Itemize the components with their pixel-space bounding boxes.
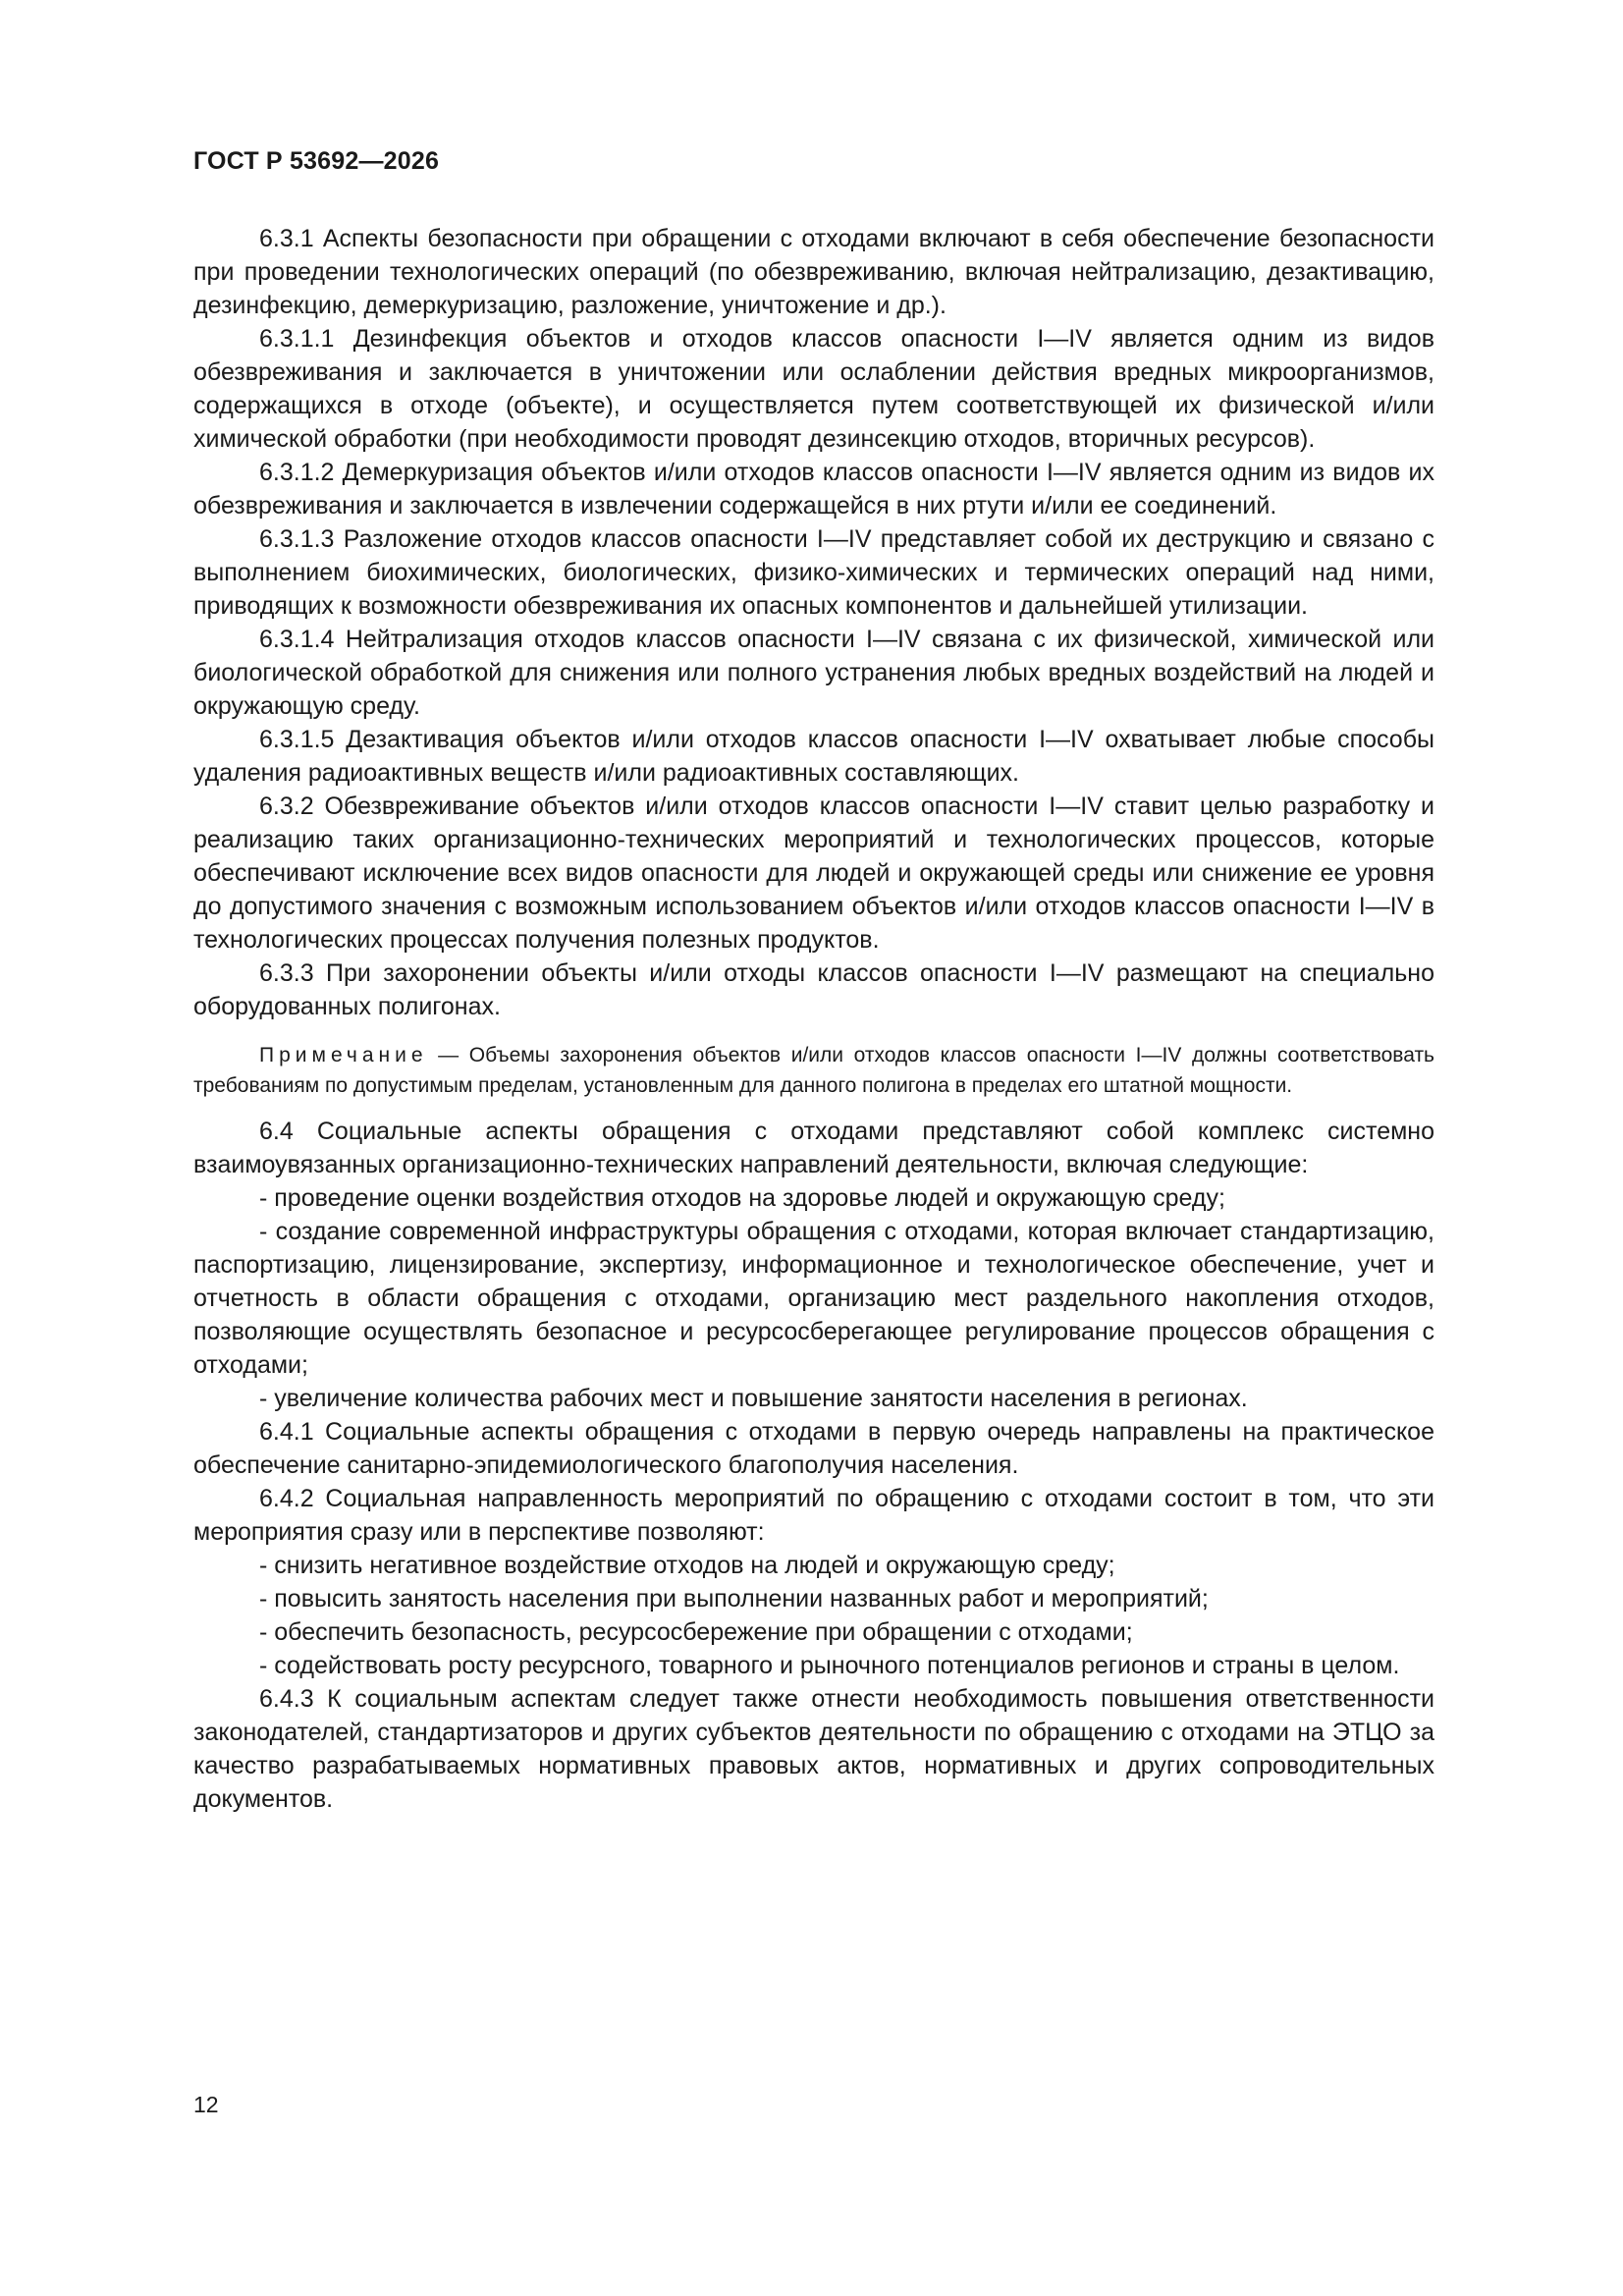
note: [193, 1040, 1434, 1101]
document-body: [193, 222, 1434, 1816]
paragraph-6-3-2: 6.3.2 Обезвреживание объектов и/или отходов классов опасности I—IV ставит целью разработку и реализацию таких организационно-технических мероприятий и технологических процессов, которые обеспечивают исключение всех видов опасности для людей и окружающей среды или снижение ее уровня до допустимого значения с возможным использованием объектов и/или отходов классов опасности I—IV в технологических процессах получения полезных продуктов.: [193, 793, 1434, 954]
paragraph-6-3-1-2: 6.3.1.2 Демеркуризация объектов и/или отходов классов опасности I—IV является одним из видов их обезвреживания и заключается в извлечении содержащейся в них ртути и/или ее соединений.: [193, 459, 1434, 519]
list-item: - проведение оценки воздействия отходов на здоровье людей и окружающую среду;: [259, 1184, 1225, 1212]
paragraph-6-3-1-3: 6.3.1.3 Разложение отходов классов опасности I—IV представляет собой их деструкцию и связано с выполнением биохимических, биологических, физико-химических и термических операций над ними, приводящих к возможности обезвреживания их опасных компонентов и дальнейшей утилизации.: [193, 525, 1434, 620]
list-item: - снизить негативное воздействие отходов на людей и окружающую среду;: [259, 1552, 1115, 1579]
paragraph-6-4-3: 6.4.3 К социальным аспектам следует также отнести необходимость повышения ответственности законодателей, стандартизаторов и других субъектов деятельности по обращению с отходами на ЭТЦО за качество разрабатываемых нормативных правовых актов, нормативных и других сопроводительных документов.: [193, 1685, 1434, 1813]
paragraph-6-3-1-4: 6.3.1.4 Нейтрализация отходов классов опасности I—IV связана с их физической, химической или биологической обработкой для снижения или полного устранения любых вредных воздействий на людей и окружающую среду.: [193, 626, 1434, 720]
list-item: - увеличение количества рабочих мест и повышение занятости населения в регионах.: [259, 1385, 1248, 1412]
paragraph-6-4: 6.4 Социальные аспекты обращения с отходами представляют собой комплекс системно взаимоувязанных организационно-технических направлений деятельности, включая следующие:: [193, 1118, 1434, 1178]
paragraph-6-4-1: 6.4.1 Социальные аспекты обращения с отходами в первую очередь направлены на практическое обеспечение санитарно-эпидемиологического благополучия населения.: [193, 1418, 1434, 1479]
note-text: — Объемы захоронения объектов и/или отходов классов опасности I—IV должны соответствовать требованиям по допустимым пределам, установленным для данного полигона в пределах его штатной мощности.: [193, 1044, 1434, 1097]
paragraph-6-3-1-1: 6.3.1.1 Дезинфекция объектов и отходов классов опасности I—IV является одним из видов обезвреживания и заключается в уничтожении или ослаблении действия вредных микроорганизмов, содержащихся в отходе (объекте), и осуществляется путем соответствующей их физической и/или химической обработки (при необходимости проводят дезинсекцию отходов, вторичных ресурсов).: [193, 325, 1434, 453]
paragraph-6-3-3: 6.3.3 При захоронении объекты и/или отходы классов опасности I—IV размещают на специально оборудованных полигонах.: [193, 959, 1434, 1020]
page-number: 12: [193, 2092, 219, 2117]
note-label: Примечание: [259, 1044, 428, 1066]
list-item: - создание современной инфраструктуры обращения с отходами, которая включает стандартизацию, паспортизацию, лицензирование, экспертизу, информационное и технологическое обеспечение, учет и отчетность в области обращения с отходами, организацию мест раздельного накопления отходов, позволяющие осуществлять безопасное и ресурсосберегающее регулирование процессов обращения с отходами;: [193, 1218, 1434, 1379]
list-item: - обеспечить безопасность, ресурсосбережение при обращении с отходами;: [259, 1618, 1133, 1646]
paragraph-6-4-2: 6.4.2 Социальная направленность мероприятий по обращению с отходами состоит в том, что эти мероприятия сразу или в перспективе позволяют:: [193, 1485, 1434, 1546]
paragraph-6-3-1: 6.3.1 Аспекты безопасности при обращении с отходами включают в себя обеспечение безопасности при проведении технологических операций (по обезвреживанию, включая нейтрализацию, дезактивацию, дезинфекцию, демеркуризацию, разложение, уничтожение и др.).: [193, 225, 1434, 319]
paragraph-6-3-1-5: 6.3.1.5 Дезактивация объектов и/или отходов классов опасности I—IV охватывает любые способы удаления радиоактивных веществ и/или радиоактивных составляющих.: [193, 726, 1434, 787]
document-header: ГОСТ Р 53692—2026: [193, 147, 440, 175]
list-item: - повысить занятость населения при выполнении названных работ и мероприятий;: [259, 1585, 1209, 1613]
list-item: - содействовать росту ресурсного, товарного и рыночного потенциалов регионов и страны в целом.: [259, 1652, 1400, 1679]
